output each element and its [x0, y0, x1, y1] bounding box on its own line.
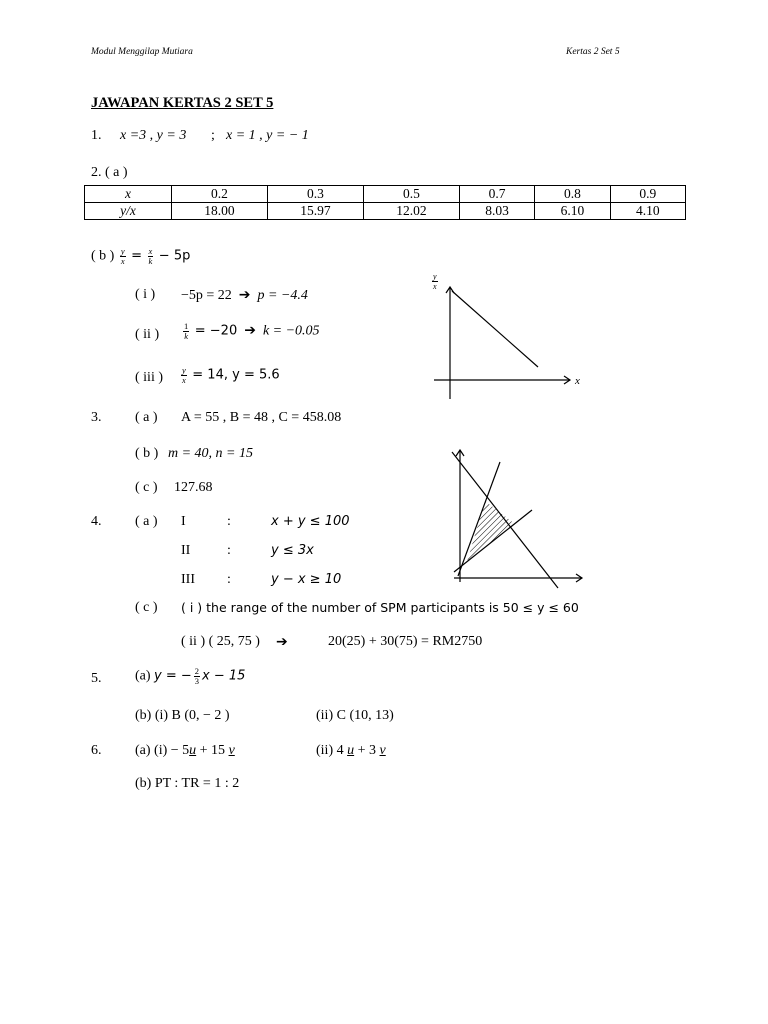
- q5-number: 5.: [91, 671, 102, 686]
- q4-row-colon: :: [227, 543, 231, 558]
- q3-c-label: ( c ): [135, 480, 158, 495]
- q4-row-expr: y − x ≥ 10: [271, 572, 342, 587]
- q2-graph: [430, 283, 580, 403]
- table-cell: 0.7: [459, 186, 534, 203]
- q3-a-label: ( a ): [135, 410, 158, 425]
- q2-b-ii-label: ( ii ): [135, 327, 160, 342]
- fraction: $\frac{1}{k}$: [184, 321, 189, 341]
- table-cell: y/x: [85, 203, 172, 220]
- fraction: $\frac{2}{3}$: [194, 666, 200, 686]
- q2-b-i-line: −5p = 22 ➔ p = −4.4: [181, 287, 308, 303]
- q4-c-ii-result: 20(25) + 30(75) = RM2750: [328, 634, 483, 649]
- q5-b-ii-text: (ii) C (10, 13): [316, 708, 394, 723]
- table-cell: 8.03: [459, 203, 534, 220]
- table-row: [85, 203, 686, 220]
- q4-row-colon: :: [227, 572, 231, 587]
- q3-b-text: m = 40, n = 15: [168, 446, 254, 461]
- graph-x-label: x: [575, 375, 580, 387]
- table-cell: 0.3: [267, 186, 363, 203]
- q6-b-text: (b) PT : TR = 1 : 2: [135, 776, 240, 791]
- table-cell: 0.9: [610, 186, 685, 203]
- q2-label-b: ( b ): [91, 248, 115, 264]
- graph-y-label: $\frac{y}{x}$: [433, 272, 437, 291]
- q2-b-iii-line: $\frac{y}{x}$ = 14, y = 5.6: [182, 365, 280, 385]
- table-cell: 0.2: [172, 186, 268, 203]
- table-cell: 12.02: [363, 203, 459, 220]
- q4-c-ii-text: ( ii ) ( 25, 75 ): [181, 634, 260, 649]
- arrow-icon: ➔: [238, 287, 251, 303]
- q6-a-ii-text: (ii) 4 u + 3 v: [316, 743, 386, 758]
- q4-row-roman: II: [181, 543, 191, 558]
- q2-label-a: 2. ( a ): [91, 165, 128, 180]
- q5-b-i-text: (b) (i) B (0, − 2 ): [135, 708, 230, 723]
- q3-b-label: ( b ): [135, 446, 159, 461]
- q4-number: 4.: [91, 514, 102, 529]
- table-cell: 0.8: [535, 186, 610, 203]
- q2-b-iii-label: ( iii ): [135, 370, 163, 385]
- q2-b-ii-line: $\frac{1}{k}$ = −20 ➔ k = −0.05: [184, 321, 320, 341]
- q3-number: 3.: [91, 410, 102, 425]
- fraction: $\frac{y}{x}$: [182, 365, 186, 385]
- table-cell: 15.97: [267, 203, 363, 220]
- q4-row-colon: :: [227, 514, 231, 529]
- table-cell: 4.10: [610, 203, 685, 220]
- q1-separator: ;: [211, 128, 215, 143]
- q4-graph: [440, 440, 590, 590]
- q6-a-i-text: (a) (i) − 5u + 15 v: [135, 743, 235, 758]
- table-cell: 6.10: [535, 203, 610, 220]
- header-right: Kertas 2 Set 5: [566, 47, 620, 57]
- q4-row-expr: x + y ≤ 100: [271, 514, 350, 529]
- q4-row-roman: I: [181, 514, 186, 529]
- q2-data-table: [84, 185, 686, 220]
- q1-answer-b: x = 1 , y = − 1: [226, 128, 309, 143]
- table-cell: 0.5: [363, 186, 459, 203]
- fraction: $\frac{x}{k}$: [148, 246, 153, 266]
- q2-b-line: ( b ) $\frac{y}{x}$ = $\frac{x}{k}$ − 5p: [91, 246, 191, 266]
- arrow-icon: ➔: [276, 634, 288, 650]
- header-left: Modul Menggilap Mutiara: [91, 47, 193, 57]
- q4-row-roman: III: [181, 572, 195, 587]
- table-cell: x: [85, 186, 172, 203]
- table-header-row: [85, 186, 686, 203]
- q2-b-i-label: ( i ): [135, 287, 156, 302]
- q4-c-label: ( c ): [135, 600, 158, 615]
- q4-c-i-text: ( i ) the range of the number of SPM participants is 50 ≤ y ≤ 60: [181, 600, 579, 615]
- q4-row-expr: y ≤ 3x: [271, 543, 314, 558]
- arrow-icon: ➔: [244, 322, 256, 339]
- fraction: $\frac{y}{x}$: [120, 246, 125, 266]
- q6-number: 6.: [91, 743, 102, 758]
- q5-a-line: (a) y = − $\frac{2}{3}$ x − 15: [135, 666, 246, 686]
- q3-a-text: A = 55 , B = 48 , C = 458.08: [181, 410, 342, 425]
- q4-a-label: ( a ): [135, 514, 158, 529]
- table-cell: 18.00: [172, 203, 268, 220]
- q1-number: 1.: [91, 128, 102, 143]
- page-title: JAWAPAN KERTAS 2 SET 5: [91, 95, 274, 111]
- q3-c-text: 127.68: [174, 480, 213, 495]
- graph-line: [452, 291, 538, 367]
- q1-answer-a: x =3 , y = 3: [120, 128, 187, 143]
